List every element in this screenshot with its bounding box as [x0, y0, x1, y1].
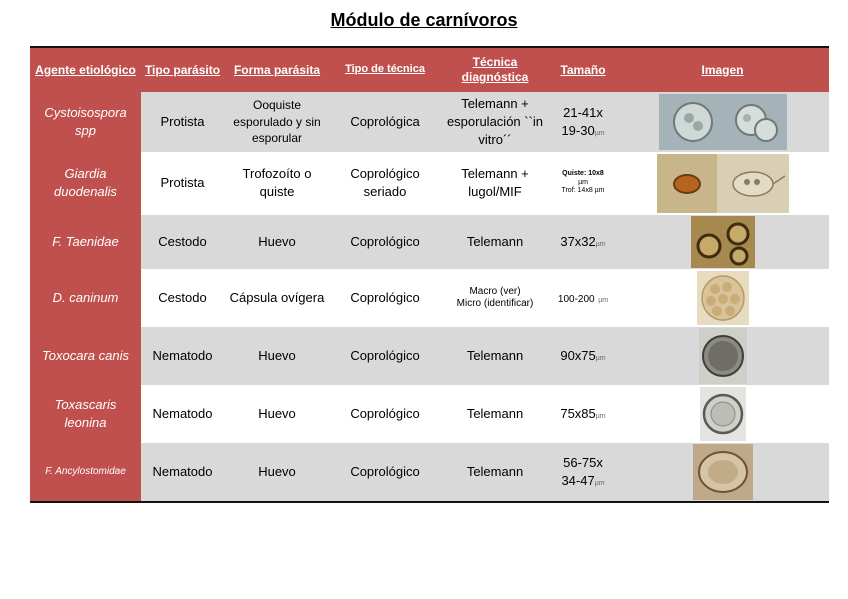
header-tamano: Tamaño	[550, 47, 616, 92]
image-cell	[616, 214, 829, 269]
tamano-line: Quiste: 10x8	[562, 169, 604, 177]
agent-cell: F. Ancylostomidae	[30, 442, 141, 502]
agent-cell: D. caninum	[30, 269, 141, 326]
unit-label: µm	[594, 129, 605, 137]
image-cell	[616, 385, 829, 442]
tecnica-line: Macro (ver)	[469, 285, 521, 297]
header-agente: Agente etiológico	[30, 47, 141, 92]
tipo-tecnica-cell: Coprológico	[330, 442, 440, 502]
header-row	[30, 47, 829, 92]
tipo-cell: Nematodo	[141, 326, 224, 385]
unit-label: µm	[595, 240, 606, 248]
tamano-line: Trof: 14x8 µm	[561, 187, 605, 195]
unit-label: µm	[595, 354, 606, 362]
agent-cell: Cystoisospora spp	[30, 92, 141, 152]
agent-cell: F. Taenidae	[30, 214, 141, 269]
tamano-line: µm	[578, 178, 588, 186]
tamano-cell	[550, 214, 616, 269]
tipo-tecnica-cell: Coprológico seriado	[330, 152, 440, 214]
parasite-table	[30, 46, 829, 503]
tipo-cell: Nematodo	[141, 442, 224, 502]
ancylostomidae-micrograph-image	[693, 444, 753, 500]
tipo-cell: Cestodo	[141, 269, 224, 326]
unit-label: µm	[594, 479, 605, 487]
table-row	[30, 92, 829, 152]
table-row	[30, 214, 829, 269]
agent-cell: Toxocara canis	[30, 326, 141, 385]
tecnica-cell: Telemann + esporulación ``in vitro´´	[440, 92, 550, 152]
table-row	[30, 269, 829, 326]
header-tecnica: Técnica diagnóstica	[440, 47, 550, 92]
tipo-tecnica-cell: Coprológica	[330, 92, 440, 152]
tamano-cell	[550, 326, 616, 385]
tipo-tecnica-cell: Coprológico	[330, 214, 440, 269]
tecnica-cell: Telemann	[440, 326, 550, 385]
image-cell	[616, 326, 829, 385]
tipo-tecnica-cell: Coprológico	[330, 326, 440, 385]
giardia-micrograph-image	[657, 154, 789, 213]
tecnica-cell: Telemann	[440, 442, 550, 502]
tamano-line: 34-47	[561, 472, 595, 488]
tecnica-cell	[440, 269, 550, 326]
tamano-line: 19-30	[561, 122, 595, 138]
unit-label: µm	[598, 296, 609, 304]
forma-cell: Trofozoíto o quiste	[224, 152, 330, 214]
tipo-tecnica-cell: Coprológico	[330, 269, 440, 326]
forma-cell: Huevo	[224, 442, 330, 502]
tamano-line: 37x32	[560, 233, 596, 249]
image-cell	[616, 442, 829, 502]
tipo-cell: Protista	[141, 92, 224, 152]
dipylidium-micrograph-image	[697, 271, 749, 325]
tecnica-cell: Telemann	[440, 214, 550, 269]
header-imagen: Imagen	[616, 47, 829, 92]
image-cell	[616, 152, 829, 214]
tamano-cell	[550, 152, 616, 214]
tecnica-cell: Telemann + lugol/MIF	[440, 152, 550, 214]
header-tipo-tecnica: Tipo de técnica	[330, 47, 440, 92]
toxocara-micrograph-image	[699, 328, 747, 384]
forma-cell: Cápsula ovígera	[224, 269, 330, 326]
tamano-line: 75x85	[560, 405, 596, 421]
image-cell	[616, 92, 829, 152]
forma-cell: Ooquiste esporulado y sin esporular	[224, 92, 330, 152]
table-row	[30, 152, 829, 214]
table-row	[30, 385, 829, 442]
header-tipo-parasito: Tipo parásito	[141, 47, 224, 92]
tamano-cell	[550, 385, 616, 442]
tecnica-line: Micro (identificar)	[456, 297, 534, 309]
tamano-cell	[550, 442, 616, 502]
tamano-line: 56-75x	[563, 454, 603, 470]
tamano-line: 100-200	[557, 293, 595, 305]
agent-cell: Giardia duodenalis	[30, 152, 141, 214]
forma-cell: Huevo	[224, 326, 330, 385]
image-cell	[616, 269, 829, 326]
oocyst-micrograph-image	[659, 94, 787, 150]
header-forma: Forma parásita	[224, 47, 330, 92]
tamano-cell	[550, 92, 616, 152]
agent-cell: Toxascaris leonina	[30, 385, 141, 442]
tamano-line: 90x75	[560, 347, 596, 363]
tipo-tecnica-cell: Coprológico	[330, 385, 440, 442]
tipo-cell: Protista	[141, 152, 224, 214]
toxascaris-micrograph-image	[700, 387, 746, 441]
taenidae-micrograph-image	[691, 216, 755, 268]
tipo-cell: Nematodo	[141, 385, 224, 442]
forma-cell: Huevo	[224, 385, 330, 442]
table-row	[30, 442, 829, 502]
tamano-cell	[550, 269, 616, 326]
forma-cell: Huevo	[224, 214, 330, 269]
tecnica-cell: Telemann	[440, 385, 550, 442]
table-row	[30, 326, 829, 385]
tamano-line: 21-41x	[563, 105, 603, 121]
tipo-cell: Cestodo	[141, 214, 224, 269]
unit-label: µm	[595, 412, 606, 420]
page-title: Módulo de carnívoros	[330, 10, 518, 30]
